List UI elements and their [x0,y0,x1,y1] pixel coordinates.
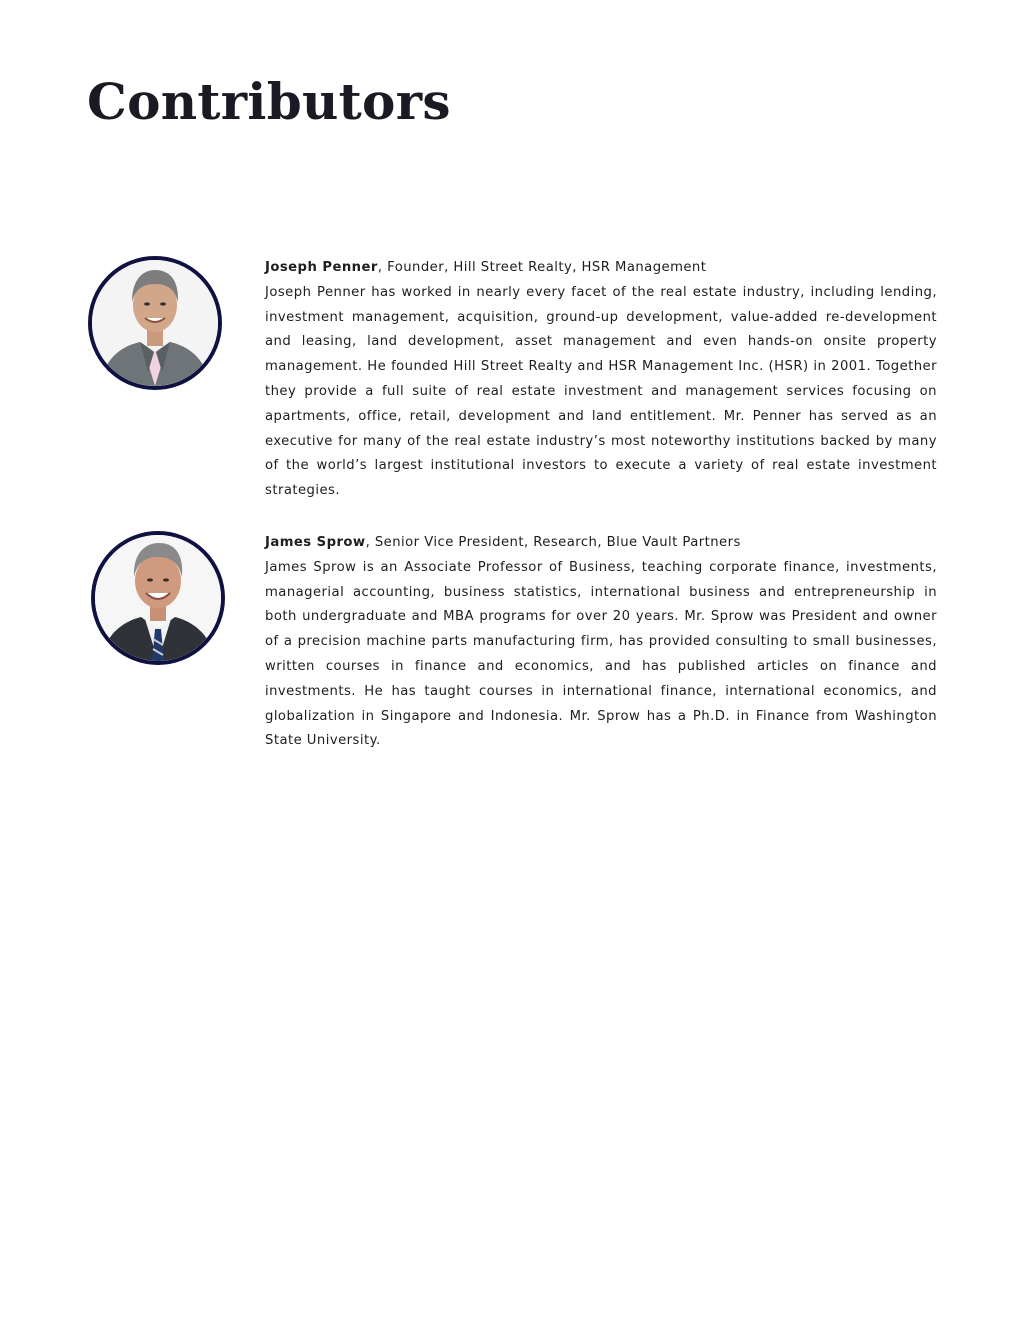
contributor-heading [265,531,937,556]
contributor-name: James Sprow [265,535,366,550]
contributor-photo [91,531,225,665]
contributor-role: , Senior Vice President, Research, Blue Vault Partners [365,535,741,550]
contributor-bio-text: James Sprow is an Associate Professor of Business, teaching corporate finance, investments, managerial accounting, business statistics, international business and entrepreneurship in both undergraduate and MBA programs for over 20 years. Mr. Sprow was President and owner of a precision machine parts manufacturing firm, has provided consulting to small businesses, written courses in finance and economics, and has published articles on finance and investments. He has taught courses in international finance, international economics, and globalization in Singapore and Indonesia. Mr. Sprow has a Ph.D. in Finance from Washington State University. [265,559,937,749]
contributor-photo [88,256,222,390]
contributor-name: Joseph Penner [265,260,378,275]
contributor-bio [265,256,937,504]
contributor-bio-text: Joseph Penner has worked in nearly every facet of the real estate industry, including lending, investment management, acquisition, ground-up development, value-added re-development and leasing, land development, asset management and even hands-on onsite property management. He founded Hill Street Realty and HSR Management Inc. (HSR) in 2001. Together they provide a full suite of real estate investment and management services focusing on apartments, office, retail, development and land entitlement. Mr. Penner has served as an executive for many of the real estate industry’s most noteworthy institutions backed by many of the world’s largest institutional investors to execute a variety of real estate investment strategies. [265,284,937,499]
contributor-role: , Founder, Hill Street Realty, HSR Management [377,260,707,275]
page-title: Contributors [87,72,451,131]
portrait-photo [95,535,221,661]
contributor-bio [265,531,937,754]
contributor-heading [265,256,937,281]
portrait-photo [92,260,218,386]
